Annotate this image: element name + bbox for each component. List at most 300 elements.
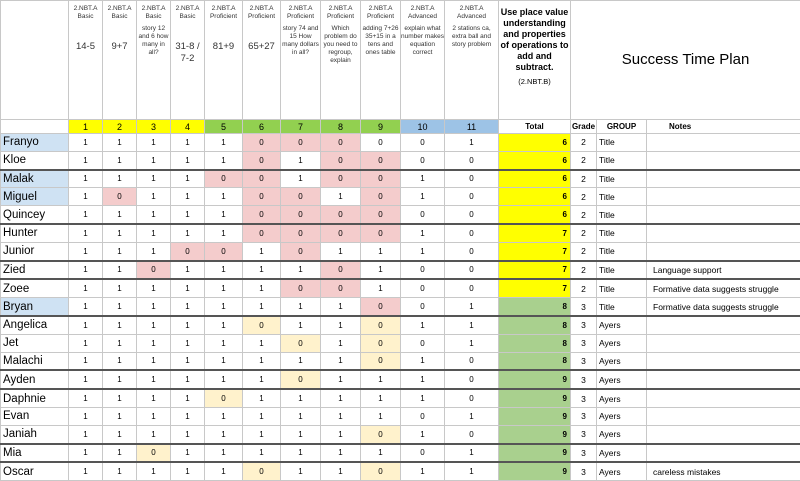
- score-cell[interactable]: 1: [103, 279, 137, 297]
- score-cell[interactable]: 1: [401, 316, 445, 334]
- notes-cell[interactable]: Formative data suggests struggle: [647, 279, 800, 297]
- student-name[interactable]: Bryan: [1, 298, 69, 316]
- student-name[interactable]: Malak: [1, 170, 69, 188]
- score-cell[interactable]: 1: [361, 389, 401, 407]
- total-cell[interactable]: 9: [499, 389, 571, 407]
- total-cell[interactable]: 7: [499, 242, 571, 260]
- score-cell[interactable]: 1: [69, 389, 103, 407]
- score-cell[interactable]: 1: [69, 444, 103, 463]
- question-header-2[interactable]: [103, 1, 137, 120]
- student-name[interactable]: Daphnie: [1, 389, 69, 407]
- student-name[interactable]: Kloe: [1, 151, 69, 169]
- score-cell[interactable]: 0: [103, 188, 137, 206]
- question-number-8[interactable]: 8: [321, 120, 361, 134]
- group-cell[interactable]: Ayers: [597, 444, 647, 463]
- score-cell[interactable]: 0: [361, 352, 401, 370]
- score-cell[interactable]: 0: [321, 206, 361, 224]
- score-cell[interactable]: 1: [137, 352, 171, 370]
- score-cell[interactable]: 1: [69, 188, 103, 206]
- score-cell[interactable]: 0: [445, 261, 499, 280]
- score-cell[interactable]: 0: [205, 170, 243, 188]
- question-header-3[interactable]: [137, 1, 171, 120]
- score-cell[interactable]: 1: [103, 206, 137, 224]
- question-header-8[interactable]: [321, 1, 361, 120]
- score-cell[interactable]: 1: [137, 407, 171, 425]
- total-cell[interactable]: 6: [499, 151, 571, 169]
- score-cell[interactable]: 1: [205, 370, 243, 389]
- total-cell[interactable]: 9: [499, 462, 571, 480]
- score-cell[interactable]: 0: [401, 134, 445, 152]
- student-name[interactable]: Janiah: [1, 425, 69, 443]
- score-cell[interactable]: 0: [243, 206, 281, 224]
- group-cell[interactable]: Title: [597, 242, 647, 260]
- score-cell[interactable]: 0: [171, 242, 205, 260]
- total-label[interactable]: Total: [499, 120, 571, 134]
- score-cell[interactable]: 1: [361, 261, 401, 280]
- score-cell[interactable]: 1: [171, 316, 205, 334]
- score-cell[interactable]: 1: [103, 316, 137, 334]
- score-cell[interactable]: 0: [361, 334, 401, 352]
- score-cell[interactable]: 1: [69, 370, 103, 389]
- score-cell[interactable]: 0: [243, 188, 281, 206]
- score-cell[interactable]: 0: [205, 242, 243, 260]
- score-cell[interactable]: 1: [243, 279, 281, 297]
- score-cell[interactable]: 1: [103, 389, 137, 407]
- score-cell[interactable]: 1: [103, 462, 137, 480]
- score-cell[interactable]: 1: [137, 188, 171, 206]
- score-cell[interactable]: 1: [205, 316, 243, 334]
- score-cell[interactable]: 1: [281, 389, 321, 407]
- score-cell[interactable]: 0: [401, 279, 445, 297]
- score-cell[interactable]: 0: [361, 206, 401, 224]
- question-header-5[interactable]: [205, 1, 243, 120]
- notes-cell[interactable]: [647, 444, 800, 463]
- question-header-1[interactable]: [69, 1, 103, 120]
- score-cell[interactable]: 0: [445, 206, 499, 224]
- score-cell[interactable]: 0: [445, 170, 499, 188]
- score-cell[interactable]: 1: [281, 462, 321, 480]
- score-cell[interactable]: 1: [281, 151, 321, 169]
- grade-cell[interactable]: 3: [571, 370, 597, 389]
- grade-cell[interactable]: 2: [571, 224, 597, 242]
- score-cell[interactable]: 1: [281, 407, 321, 425]
- notes-cell[interactable]: [647, 151, 800, 169]
- score-cell[interactable]: 0: [361, 462, 401, 480]
- score-cell[interactable]: 1: [281, 352, 321, 370]
- score-cell[interactable]: 1: [171, 334, 205, 352]
- score-cell[interactable]: 0: [243, 462, 281, 480]
- score-cell[interactable]: 1: [205, 425, 243, 443]
- score-cell[interactable]: 1: [361, 279, 401, 297]
- total-cell[interactable]: 8: [499, 352, 571, 370]
- score-cell[interactable]: 1: [243, 261, 281, 280]
- total-cell[interactable]: 6: [499, 206, 571, 224]
- score-cell[interactable]: 1: [445, 298, 499, 316]
- score-cell[interactable]: 1: [171, 261, 205, 280]
- score-cell[interactable]: 1: [137, 298, 171, 316]
- score-cell[interactable]: 1: [445, 444, 499, 463]
- plan-title-cell[interactable]: [571, 1, 800, 120]
- score-cell[interactable]: 1: [171, 370, 205, 389]
- grade-cell[interactable]: 2: [571, 134, 597, 152]
- score-cell[interactable]: 1: [321, 407, 361, 425]
- score-cell[interactable]: 0: [281, 188, 321, 206]
- total-cell[interactable]: 7: [499, 261, 571, 280]
- score-cell[interactable]: 1: [445, 134, 499, 152]
- score-cell[interactable]: 1: [281, 444, 321, 463]
- student-name[interactable]: Angelica: [1, 316, 69, 334]
- group-cell[interactable]: Ayers: [597, 352, 647, 370]
- group-cell[interactable]: Title: [597, 188, 647, 206]
- score-cell[interactable]: 1: [103, 407, 137, 425]
- score-cell[interactable]: 0: [321, 279, 361, 297]
- student-name[interactable]: Ayden: [1, 370, 69, 389]
- grade-cell[interactable]: 3: [571, 444, 597, 463]
- question-number-7[interactable]: 7: [281, 120, 321, 134]
- score-cell[interactable]: 1: [171, 279, 205, 297]
- score-cell[interactable]: 1: [401, 389, 445, 407]
- score-cell[interactable]: 0: [321, 134, 361, 152]
- score-cell[interactable]: 1: [281, 170, 321, 188]
- notes-cell[interactable]: [647, 334, 800, 352]
- group-cell[interactable]: Ayers: [597, 370, 647, 389]
- score-cell[interactable]: 0: [205, 389, 243, 407]
- score-cell[interactable]: 1: [401, 224, 445, 242]
- grade-cell[interactable]: 3: [571, 334, 597, 352]
- group-cell[interactable]: Title: [597, 151, 647, 169]
- question-number-5[interactable]: 5: [205, 120, 243, 134]
- score-cell[interactable]: 1: [205, 334, 243, 352]
- total-cell[interactable]: 6: [499, 188, 571, 206]
- score-cell[interactable]: 1: [205, 151, 243, 169]
- score-cell[interactable]: 0: [281, 279, 321, 297]
- score-cell[interactable]: 0: [445, 224, 499, 242]
- score-cell[interactable]: 1: [401, 242, 445, 260]
- group-cell[interactable]: Ayers: [597, 462, 647, 480]
- score-cell[interactable]: 0: [401, 444, 445, 463]
- score-cell[interactable]: 1: [103, 444, 137, 463]
- score-cell[interactable]: 1: [205, 188, 243, 206]
- score-cell[interactable]: 1: [205, 134, 243, 152]
- grade-cell[interactable]: 3: [571, 425, 597, 443]
- score-cell[interactable]: 1: [103, 170, 137, 188]
- score-cell[interactable]: 0: [445, 242, 499, 260]
- score-cell[interactable]: 0: [281, 370, 321, 389]
- blank-number-cell[interactable]: [1, 120, 69, 134]
- total-cell[interactable]: 9: [499, 407, 571, 425]
- score-cell[interactable]: 1: [69, 170, 103, 188]
- question-number-2[interactable]: 2: [103, 120, 137, 134]
- score-cell[interactable]: 1: [321, 298, 361, 316]
- score-cell[interactable]: 0: [321, 151, 361, 169]
- score-cell[interactable]: 0: [281, 224, 321, 242]
- score-cell[interactable]: 1: [321, 352, 361, 370]
- score-cell[interactable]: 1: [401, 170, 445, 188]
- student-name[interactable]: Miguel: [1, 188, 69, 206]
- student-name[interactable]: Hunter: [1, 224, 69, 242]
- score-cell[interactable]: 1: [103, 425, 137, 443]
- score-cell[interactable]: 1: [69, 334, 103, 352]
- question-header-6[interactable]: [243, 1, 281, 120]
- score-cell[interactable]: 1: [281, 298, 321, 316]
- score-cell[interactable]: 1: [69, 151, 103, 169]
- group-cell[interactable]: Title: [597, 261, 647, 280]
- notes-cell[interactable]: [647, 352, 800, 370]
- group-cell[interactable]: Ayers: [597, 407, 647, 425]
- notes-cell[interactable]: [647, 206, 800, 224]
- score-cell[interactable]: 1: [243, 298, 281, 316]
- score-cell[interactable]: 1: [321, 462, 361, 480]
- notes-cell[interactable]: [647, 224, 800, 242]
- score-cell[interactable]: 1: [281, 261, 321, 280]
- score-cell[interactable]: 0: [361, 298, 401, 316]
- score-cell[interactable]: 1: [137, 370, 171, 389]
- score-cell[interactable]: 1: [243, 334, 281, 352]
- score-cell[interactable]: 1: [321, 316, 361, 334]
- group-cell[interactable]: Ayers: [597, 425, 647, 443]
- score-cell[interactable]: 1: [171, 389, 205, 407]
- score-cell[interactable]: 1: [137, 425, 171, 443]
- score-cell[interactable]: 1: [137, 151, 171, 169]
- grade-cell[interactable]: 2: [571, 279, 597, 297]
- score-cell[interactable]: 0: [281, 134, 321, 152]
- score-cell[interactable]: 1: [281, 316, 321, 334]
- score-cell[interactable]: 1: [137, 334, 171, 352]
- score-cell[interactable]: 0: [281, 206, 321, 224]
- notes-cell[interactable]: [647, 316, 800, 334]
- score-cell[interactable]: 0: [445, 279, 499, 297]
- score-cell[interactable]: 1: [171, 444, 205, 463]
- grade-cell[interactable]: 3: [571, 316, 597, 334]
- group-cell[interactable]: Title: [597, 224, 647, 242]
- total-description-cell[interactable]: [499, 1, 571, 120]
- score-cell[interactable]: 1: [205, 298, 243, 316]
- question-number-6[interactable]: 6: [243, 120, 281, 134]
- score-cell[interactable]: 1: [137, 462, 171, 480]
- score-cell[interactable]: 1: [137, 242, 171, 260]
- score-cell[interactable]: 0: [361, 316, 401, 334]
- score-cell[interactable]: 0: [445, 188, 499, 206]
- score-cell[interactable]: 0: [281, 242, 321, 260]
- score-cell[interactable]: 1: [243, 389, 281, 407]
- score-cell[interactable]: 1: [69, 206, 103, 224]
- student-name[interactable]: Evan: [1, 407, 69, 425]
- question-header-9[interactable]: [361, 1, 401, 120]
- question-number-1[interactable]: 1: [69, 120, 103, 134]
- total-cell[interactable]: 9: [499, 444, 571, 463]
- notes-cell[interactable]: [647, 425, 800, 443]
- score-cell[interactable]: 1: [321, 370, 361, 389]
- notes-cell[interactable]: [647, 370, 800, 389]
- grade-cell[interactable]: 3: [571, 407, 597, 425]
- score-cell[interactable]: 1: [243, 242, 281, 260]
- group-cell[interactable]: Title: [597, 206, 647, 224]
- score-cell[interactable]: 1: [205, 462, 243, 480]
- grade-cell[interactable]: 3: [571, 352, 597, 370]
- grade-cell[interactable]: 2: [571, 170, 597, 188]
- score-cell[interactable]: 0: [445, 352, 499, 370]
- score-cell[interactable]: 0: [137, 261, 171, 280]
- score-cell[interactable]: 1: [321, 334, 361, 352]
- score-cell[interactable]: 1: [103, 370, 137, 389]
- score-cell[interactable]: 1: [137, 170, 171, 188]
- score-cell[interactable]: 1: [103, 298, 137, 316]
- score-cell[interactable]: 1: [281, 425, 321, 443]
- score-cell[interactable]: 1: [69, 261, 103, 280]
- score-cell[interactable]: 1: [361, 242, 401, 260]
- score-cell[interactable]: 1: [103, 134, 137, 152]
- score-cell[interactable]: 1: [243, 370, 281, 389]
- score-cell[interactable]: 0: [401, 298, 445, 316]
- grade-cell[interactable]: 2: [571, 151, 597, 169]
- score-cell[interactable]: 0: [361, 224, 401, 242]
- question-number-3[interactable]: 3: [137, 120, 171, 134]
- score-cell[interactable]: 1: [243, 407, 281, 425]
- score-cell[interactable]: 0: [243, 316, 281, 334]
- score-cell[interactable]: 0: [361, 425, 401, 443]
- score-cell[interactable]: 1: [243, 444, 281, 463]
- score-cell[interactable]: 1: [205, 279, 243, 297]
- question-header-11[interactable]: [445, 1, 499, 120]
- notes-cell[interactable]: [647, 389, 800, 407]
- score-cell[interactable]: 0: [243, 134, 281, 152]
- total-cell[interactable]: 6: [499, 170, 571, 188]
- grade-cell[interactable]: 3: [571, 389, 597, 407]
- group-cell[interactable]: Title: [597, 279, 647, 297]
- score-cell[interactable]: 1: [171, 188, 205, 206]
- score-cell[interactable]: 1: [243, 425, 281, 443]
- score-cell[interactable]: 1: [171, 298, 205, 316]
- score-cell[interactable]: 1: [401, 352, 445, 370]
- score-cell[interactable]: 0: [401, 206, 445, 224]
- notes-cell[interactable]: [647, 242, 800, 260]
- score-cell[interactable]: 1: [137, 206, 171, 224]
- question-number-4[interactable]: 4: [171, 120, 205, 134]
- group-label[interactable]: GROUP: [597, 120, 647, 134]
- score-cell[interactable]: 1: [171, 407, 205, 425]
- score-cell[interactable]: 1: [321, 425, 361, 443]
- notes-cell[interactable]: [647, 170, 800, 188]
- grade-label[interactable]: Grade: [571, 120, 597, 134]
- group-cell[interactable]: Title: [597, 298, 647, 316]
- score-cell[interactable]: 1: [361, 444, 401, 463]
- question-number-9[interactable]: 9: [361, 120, 401, 134]
- score-cell[interactable]: 0: [361, 170, 401, 188]
- score-cell[interactable]: 1: [137, 389, 171, 407]
- score-cell[interactable]: 1: [321, 242, 361, 260]
- score-cell[interactable]: 1: [171, 352, 205, 370]
- score-cell[interactable]: 1: [401, 425, 445, 443]
- student-name[interactable]: Mia: [1, 444, 69, 463]
- score-cell[interactable]: 1: [321, 389, 361, 407]
- score-cell[interactable]: 1: [205, 261, 243, 280]
- score-cell[interactable]: 1: [205, 206, 243, 224]
- score-cell[interactable]: 0: [401, 407, 445, 425]
- score-cell[interactable]: 1: [321, 444, 361, 463]
- grade-cell[interactable]: 2: [571, 242, 597, 260]
- score-cell[interactable]: 0: [281, 334, 321, 352]
- score-cell[interactable]: 1: [137, 224, 171, 242]
- blank-header-cell[interactable]: [1, 1, 69, 120]
- score-cell[interactable]: 0: [321, 224, 361, 242]
- score-cell[interactable]: 0: [445, 151, 499, 169]
- score-cell[interactable]: 1: [205, 352, 243, 370]
- score-cell[interactable]: 1: [445, 407, 499, 425]
- group-cell[interactable]: Ayers: [597, 389, 647, 407]
- score-cell[interactable]: 1: [103, 334, 137, 352]
- score-cell[interactable]: 1: [103, 261, 137, 280]
- score-cell[interactable]: 1: [171, 425, 205, 443]
- group-cell[interactable]: Title: [597, 134, 647, 152]
- score-cell[interactable]: 1: [137, 134, 171, 152]
- score-cell[interactable]: 1: [103, 242, 137, 260]
- student-name[interactable]: Junior: [1, 242, 69, 260]
- total-cell[interactable]: 7: [499, 224, 571, 242]
- grade-cell[interactable]: 2: [571, 261, 597, 280]
- student-name[interactable]: Oscar: [1, 462, 69, 480]
- student-name[interactable]: Malachi: [1, 352, 69, 370]
- notes-cell[interactable]: Language support: [647, 261, 800, 280]
- student-name[interactable]: Jet: [1, 334, 69, 352]
- notes-cell[interactable]: careless mistakes: [647, 462, 800, 480]
- score-cell[interactable]: 1: [171, 170, 205, 188]
- score-cell[interactable]: 1: [445, 316, 499, 334]
- score-cell[interactable]: 1: [137, 316, 171, 334]
- total-cell[interactable]: 8: [499, 316, 571, 334]
- question-number-10[interactable]: 10: [401, 120, 445, 134]
- score-cell[interactable]: 0: [243, 151, 281, 169]
- question-header-10[interactable]: [401, 1, 445, 120]
- score-cell[interactable]: 1: [361, 370, 401, 389]
- score-cell[interactable]: 1: [69, 134, 103, 152]
- group-cell[interactable]: Ayers: [597, 334, 647, 352]
- score-cell[interactable]: 1: [445, 334, 499, 352]
- score-cell[interactable]: 1: [171, 151, 205, 169]
- group-cell[interactable]: Title: [597, 170, 647, 188]
- score-cell[interactable]: 1: [171, 224, 205, 242]
- score-cell[interactable]: 1: [69, 298, 103, 316]
- score-cell[interactable]: 1: [69, 462, 103, 480]
- student-name[interactable]: Zied: [1, 261, 69, 280]
- score-cell[interactable]: 1: [171, 134, 205, 152]
- score-cell[interactable]: 1: [69, 425, 103, 443]
- score-cell[interactable]: 1: [321, 188, 361, 206]
- score-cell[interactable]: 1: [69, 242, 103, 260]
- notes-cell[interactable]: Formative data suggests struggle: [647, 298, 800, 316]
- student-name[interactable]: Franyo: [1, 134, 69, 152]
- notes-cell[interactable]: [647, 407, 800, 425]
- question-header-7[interactable]: [281, 1, 321, 120]
- grade-cell[interactable]: 2: [571, 206, 597, 224]
- score-cell[interactable]: 1: [361, 407, 401, 425]
- total-cell[interactable]: 7: [499, 279, 571, 297]
- score-cell[interactable]: 1: [205, 407, 243, 425]
- total-cell[interactable]: 9: [499, 370, 571, 389]
- score-cell[interactable]: 0: [401, 151, 445, 169]
- score-cell[interactable]: 1: [69, 316, 103, 334]
- score-cell[interactable]: 1: [401, 462, 445, 480]
- score-cell[interactable]: 1: [69, 407, 103, 425]
- score-cell[interactable]: 1: [103, 151, 137, 169]
- score-cell[interactable]: 1: [69, 352, 103, 370]
- score-cell[interactable]: 0: [445, 389, 499, 407]
- score-cell[interactable]: 0: [321, 170, 361, 188]
- score-cell[interactable]: 1: [69, 224, 103, 242]
- notes-cell[interactable]: [647, 134, 800, 152]
- total-cell[interactable]: 6: [499, 134, 571, 152]
- score-cell[interactable]: 0: [445, 370, 499, 389]
- score-cell[interactable]: 0: [361, 188, 401, 206]
